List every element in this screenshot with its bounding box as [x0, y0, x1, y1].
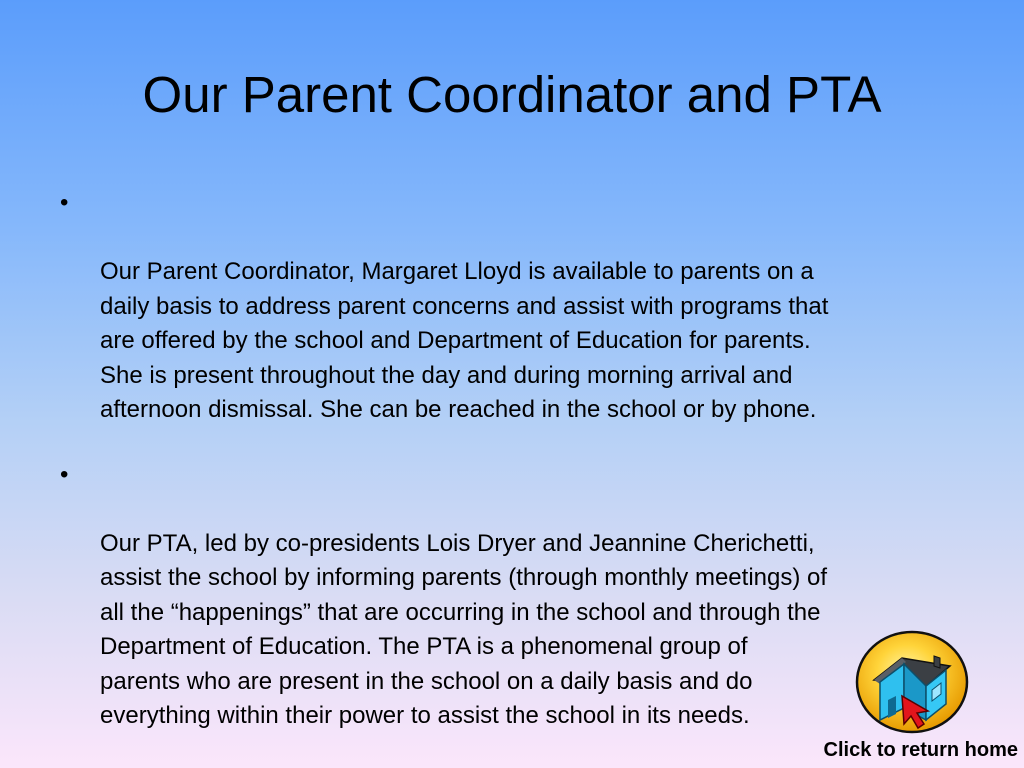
return-home-link[interactable]: Click to return home [823, 739, 1018, 761]
bullet-list [60, 186, 980, 764]
house-with-cursor-icon[interactable] [854, 630, 972, 736]
bullet-marker: • [60, 460, 69, 488]
bullet-marker: • [60, 189, 69, 216]
bullet-item-parent-coordinator [60, 186, 980, 428]
bullet-text: Our PTA, led by co-presidents Lois Dryer and Jeannine Cherichetti, assist the school by informing parents (through monthly meetings) of all the “happenings” that are occurring in the school and through the Department of Education. The PTA is a phenomenal group of parents who are present in the school on a daily basis and do everything within their power to assist the school in its needs. [100, 529, 828, 729]
bullet-item-pta [60, 458, 980, 734]
bullet-text: Our Parent Coordinator, Margaret Lloyd is available to parents on a daily basis to address parent concerns and assist with programs that are offered by the school and Department of Education for parents. She is present throughout the day and during morning arrival and afternoon dismissal. She can be reached in the school or by phone. [100, 258, 829, 423]
home-button[interactable] [854, 630, 972, 736]
slide-title: Our Parent Coordinator and PTA [142, 66, 882, 123]
